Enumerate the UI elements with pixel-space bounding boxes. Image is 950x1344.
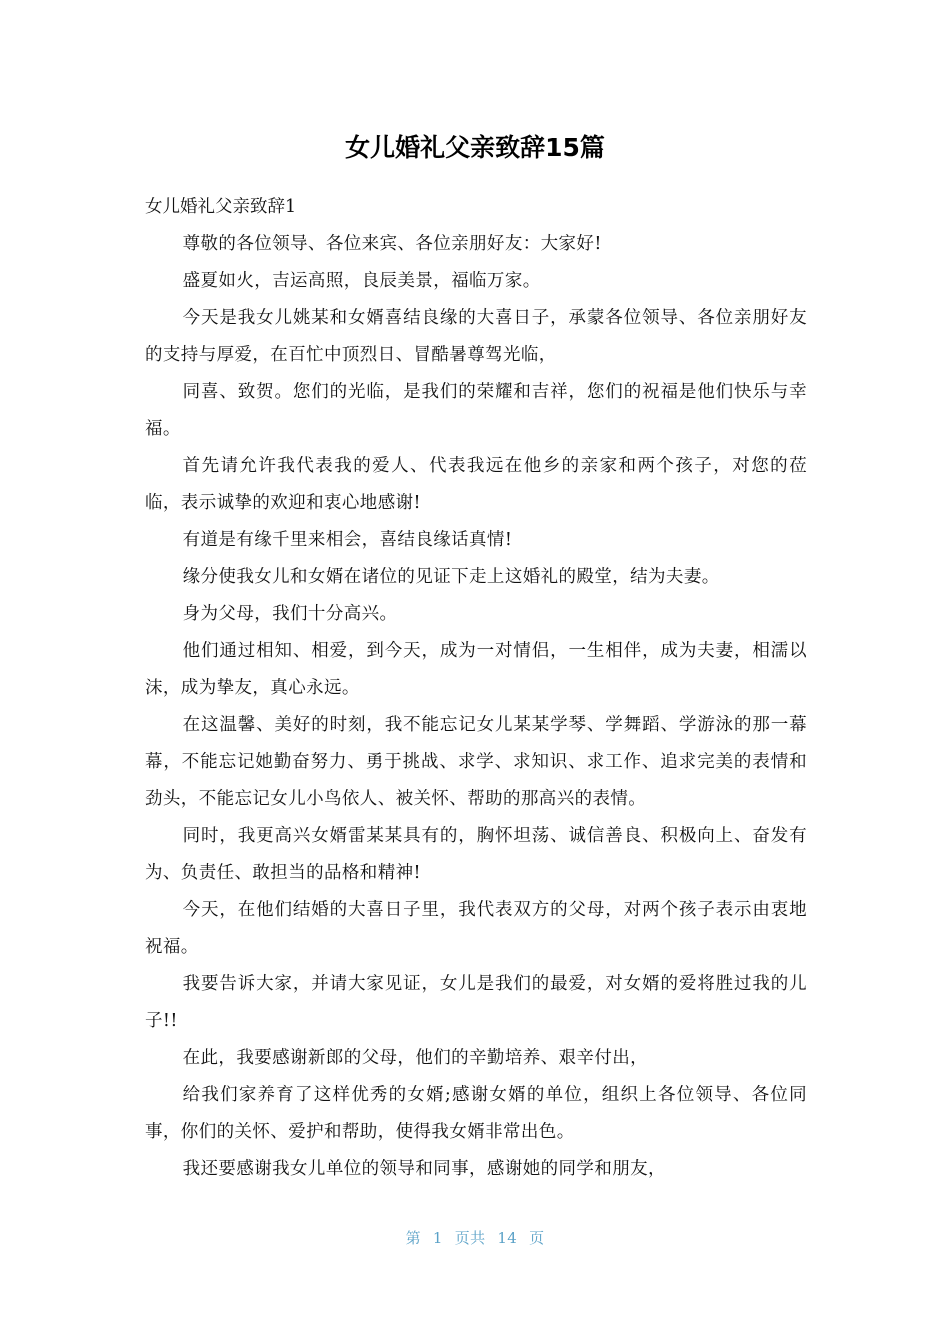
paragraph: 盛夏如火，吉运高照，良辰美景，福临万家。 <box>182 271 541 291</box>
paragraph: 在这温馨、美好的时刻，我不能忘记女儿某某学琴、学舞蹈、学游泳的那一幕幕，不能忘记她勤奋努力、勇于挑战、求学、求知识、求工作、追求完美的表情和劲头，不能忘记女儿小鸟依人、被关怀、帮助的那高兴的表情。 <box>145 715 807 809</box>
paragraph: 首先请允许我代表我的爱人、代表我远在他乡的亲家和两个孩子，对您的莅临，表示诚挚的欢迎和衷心地感谢! <box>145 456 807 513</box>
document-title: 女儿婚礼父亲致辞15篇 <box>345 133 605 162</box>
paragraph: 身为父母，我们十分高兴。 <box>182 604 398 624</box>
total-pages-number: 14 <box>497 1229 518 1247</box>
paragraph: 今天，在他们结婚的大喜日子里，我代表双方的父母，对两个孩子表示由衷地祝福。 <box>145 900 807 957</box>
section-heading: 女儿婚礼父亲致辞1 <box>145 197 297 217</box>
document-body <box>145 189 807 1188</box>
page-label-prefix: 第 <box>405 1229 421 1247</box>
paragraph: 同喜、致贺。您们的光临，是我们的荣耀和吉祥，您们的祝福是他们快乐与幸福。 <box>145 382 807 439</box>
paragraph: 有道是有缘千里来相会，喜结良缘话真情! <box>182 530 513 550</box>
paragraph: 尊敬的各位领导、各位来宾、各位亲朋好友：大家好! <box>182 234 602 254</box>
current-page-number: 1 <box>432 1229 443 1247</box>
paragraph: 在此，我要感谢新郎的父母，他们的辛勤培养、艰辛付出， <box>182 1048 649 1068</box>
page-label-suffix: 页 <box>529 1229 545 1247</box>
paragraph: 同时，我更高兴女婿雷某某具有的，胸怀坦荡、诚信善良、积极向上、奋发有为、负责任、敢担当的品格和精神! <box>145 826 807 883</box>
paragraph: 给我们家养育了这样优秀的女婿;感谢女婿的单位，组织上各位领导、各位同事，你们的关怀、爱护和帮助，使得我女婿非常出色。 <box>145 1085 807 1142</box>
page-label-mid: 页共 <box>454 1229 486 1247</box>
paragraph: 我要告诉大家，并请大家见证，女儿是我们的最爱，对女婿的爱将胜过我的儿子!! <box>145 974 807 1031</box>
page-footer <box>0 1226 950 1250</box>
paragraph: 他们通过相知、相爱，到今天，成为一对情侣，一生相伴，成为夫妻，相濡以沫，成为挚友，真心永远。 <box>145 641 807 698</box>
paragraph: 今天是我女儿姚某和女婿喜结良缘的大喜日子，承蒙各位领导、各位亲朋好友的支持与厚爱，在百忙中顶烈日、冒酷暑尊驾光临， <box>145 308 807 365</box>
paragraph: 缘分使我女儿和女婿在诸位的见证下走上这婚礼的殿堂，结为夫妻。 <box>182 567 720 587</box>
paragraph: 我还要感谢我女儿单位的领导和同事，感谢她的同学和朋友， <box>182 1159 666 1179</box>
